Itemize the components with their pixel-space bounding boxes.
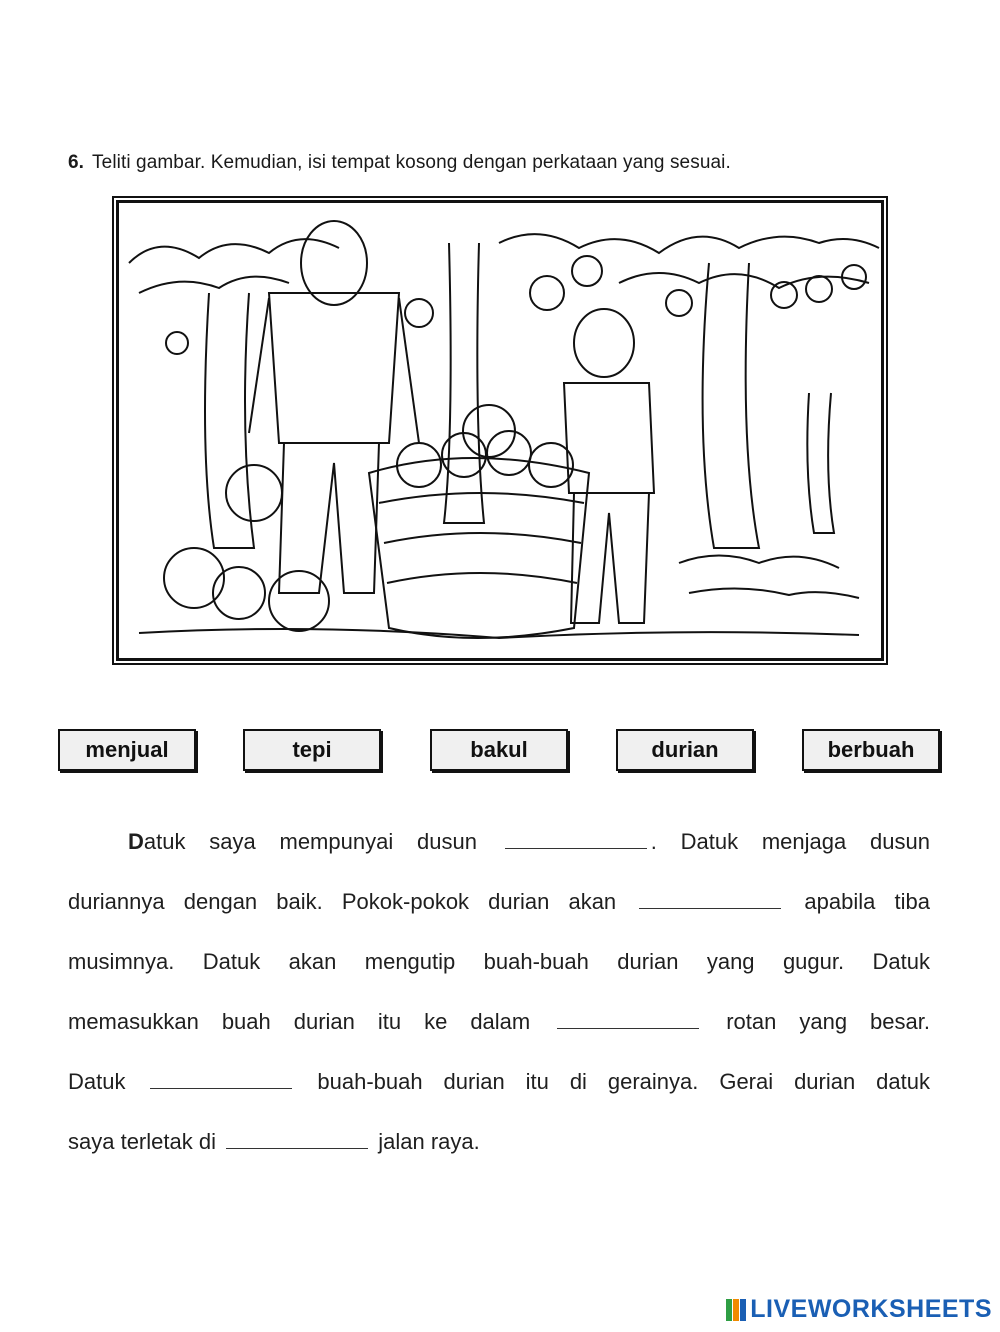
passage-dropcap: D (128, 829, 144, 854)
word-option-berbuah[interactable]: berbuah (802, 729, 940, 771)
liveworksheets-logo (726, 1295, 992, 1324)
passage-line-6 (68, 1120, 930, 1180)
blank-2-input[interactable] (639, 888, 781, 909)
passage-text: jalan raya. (378, 1129, 480, 1154)
passage-text: duriannya dengan baik. Pokok-pokok durian akan (68, 889, 617, 914)
passage-line-2 (68, 880, 930, 940)
passage-text: musimnya. Datuk akan mengutip buah-buah durian yang gugur. Datuk (68, 949, 930, 974)
passage-text: atuk saya mempunyai dusun (143, 829, 477, 854)
passage-text: . Datuk menjaga dusun (650, 829, 930, 854)
passage-text: rotan yang besar. (726, 1009, 930, 1034)
passage-line-3 (68, 940, 930, 1000)
passage-line-4 (68, 1000, 930, 1060)
passage (68, 820, 930, 1180)
brand-text: LIVEWORKSHEETS (750, 1295, 992, 1323)
word-bank (0, 729, 1000, 773)
question-number: 6. (68, 152, 85, 173)
word-option-durian[interactable]: durian (616, 729, 754, 771)
passage-text: Datuk (68, 1069, 126, 1094)
liveworksheets-mark-icon (726, 1299, 746, 1321)
question-heading (68, 152, 731, 174)
passage-text: buah-buah durian itu di gerainya. Gerai durian datuk (317, 1069, 930, 1094)
blank-3-input[interactable] (557, 1008, 699, 1029)
passage-text: saya terletak di (68, 1129, 216, 1154)
blank-1-input[interactable] (505, 828, 647, 849)
illustration-frame (116, 200, 884, 661)
blank-4-input[interactable] (150, 1068, 292, 1089)
passage-text: memasukkan buah durian itu ke dalam (68, 1009, 531, 1034)
word-option-bakul[interactable]: bakul (430, 729, 568, 771)
passage-text: apabila tiba (804, 889, 930, 914)
question-instruction: Teliti gambar. Kemudian, isi tempat kosong dengan perkataan yang sesuai. (92, 152, 731, 173)
durian-orchard-illustration (119, 203, 881, 658)
passage-line-1 (68, 820, 930, 880)
word-option-menjual[interactable]: menjual (58, 729, 196, 771)
word-option-tepi[interactable]: tepi (243, 729, 381, 771)
blank-5-input[interactable] (226, 1128, 368, 1149)
passage-line-5 (68, 1060, 930, 1120)
